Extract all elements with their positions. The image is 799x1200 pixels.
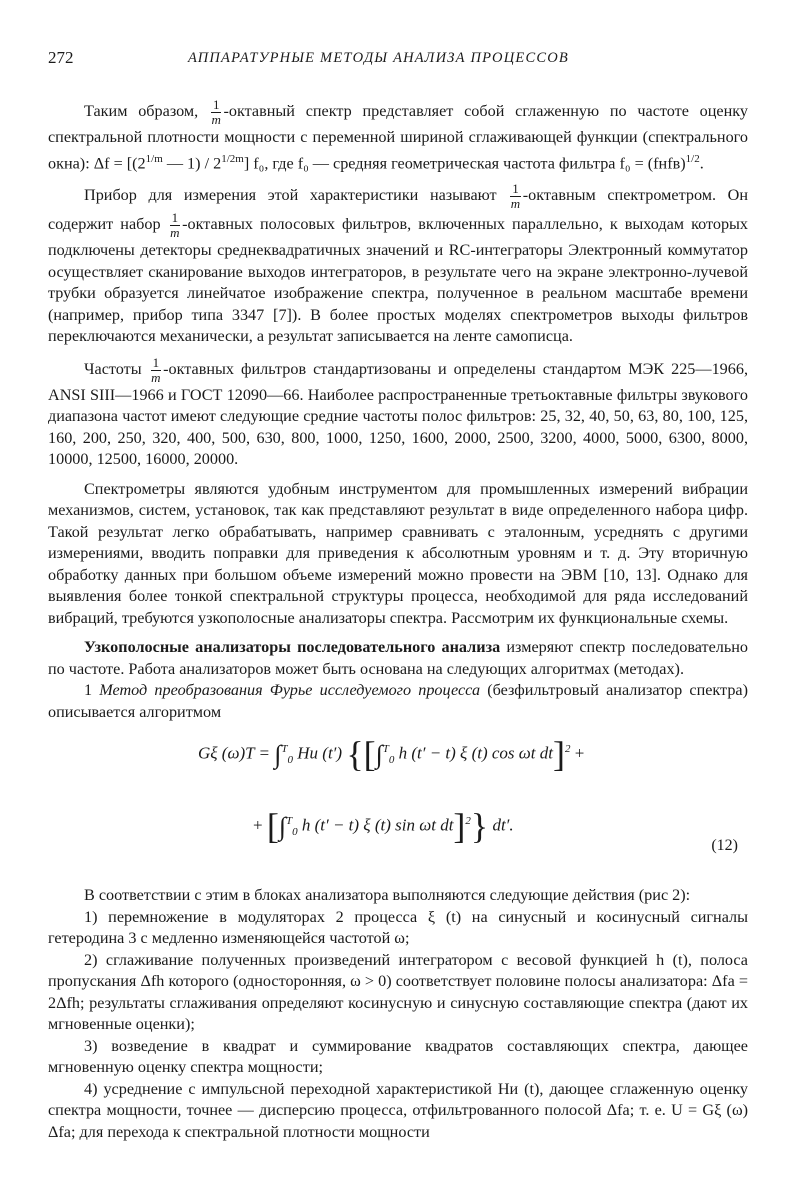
fraction-1-over-m: $\frac{1}{m}$ bbox=[151, 354, 161, 385]
page-number: 272 bbox=[48, 48, 74, 67]
fraction-1-over-m: $\frac{1}{m}$ bbox=[170, 210, 180, 241]
equation-number: (12) bbox=[711, 837, 738, 855]
paragraph-narrowband-analyzers: Узкополосные анализаторы последовательного анализа измеряют спектр последовательно по частоте. Работа анализаторов может быть основана на следующих алгоритмах (методах). bbox=[48, 638, 748, 678]
page-body bbox=[48, 98, 748, 1143]
book-page bbox=[48, 40, 748, 1143]
paragraph-fourier-method: 1 Метод преобразования Фурье исследуемого процесса (безфильтровый анализатор спектра) описывается алгоритмом bbox=[48, 681, 749, 721]
paragraph-octave-spectrum: Таким образом, $\frac{1}{m}$ -октавный спектр представляет собой сглаженную по частоте оценку спектральной плотности мощности с переменной шириной сглаживающей функции (спектрального окна): $\Delta f = [(2^{1/m}$ — $1) / 2^{1/2m}$] f₀, где f₀ — средняя геометрическая частота фильтра f₀ = (fнfв)$^{1/2}$. bbox=[48, 97, 748, 172]
list-item: 4) усреднение с импульсной переходной характеристикой Hи (t), дающее сглаженную оценку спектра мощности, точнее — дисперсию процесса, отфильтрованного полосой Δfа; т. е. U = Gξ (ω) Δfа; для перехода к спектральной плотности мощности bbox=[48, 1079, 748, 1141]
list-item: 2) сглаживание полученных произведений интегратором с весовой функцией h (t), полоса пропускания Δfh которого (односторонняя, ω > 0) соответствует половине полосы анализатора: Δfа = 2Δfh; результаты сглаживания определяют косинусную и синусную составляющие спектра (дают их мгновенные оценки); bbox=[48, 950, 748, 1034]
fraction-1-over-m: $\frac{1}{m}$ bbox=[510, 181, 521, 212]
paragraph-analyzer-actions: В соответствии с этим в блоках анализатора выполняются следующие действия (рис 2): bbox=[84, 886, 691, 905]
paragraph-standard-frequencies: Частоты $\frac{1}{m}$ -октавных фильтров стандартизованы и определены стандартом МЭК 225—1966, ANSI SIII—1966 и ГОСТ 12090—66. Наиболее распространенные третьоктавные фильтры звукового диапазона частот имеют следующие средние частоты полос фильтров: 25, 32, 40, 50, 63, 80, 100, 125, 160, 200, 250, 320, 400, 500, 630, 800, 1000, 1250, 1600, 2000, 2500, 3200, 4000, 5000, 6300, 8000, 10000, 12500, 16000, 20000. bbox=[48, 354, 749, 469]
fraction-1-over-m: $\frac{1}{m}$ bbox=[211, 97, 221, 127]
list-item: 1) перемножение в модуляторах 2 процесса ξ (t) на синусный и косинусный сигналы гетеродина 3 с медленно изменяющейся частотой ω; bbox=[48, 907, 748, 948]
paragraph-spectrometer: Прибор для измерения этой характеристики называют $\frac{1}{m}$ -октавным спектрометром. Он содержит набор $\frac{1}{m}$ -октавных полосовых фильтров, включенных параллельно, к выходам которых подключены детекторы среднеквадратичных значений и RC-интеграторы Электронный коммутатор осуществляет сканирование выходов интеграторов, в результате чего на экране электронно-лучевой трубки образуется линейчатое изображение спектра, полученное в реальном масштабе времени (например, прибор типа 3347 [7]). В более простых моделях спектрометров выходы фильтров переключаются механически, а результат записывается на ленте самописца. bbox=[48, 181, 749, 346]
equation-line-1: Gξ (ω)T = ∫$^T_0$ Hи (t′) {[∫$^T_0$ h (t′ − t) ξ (t) cos ωt dt]$^2$ + bbox=[198, 734, 585, 775]
equation-12 bbox=[48, 729, 748, 879]
equation-line-2: + [∫$^T_0$ h (t′ − t) ξ (t) sin ωt dt]$^2$} dt′. bbox=[253, 806, 514, 847]
running-head: АППАРАТУРНЫЕ МЕТОДЫ АНАЛИЗА ПРОЦЕССОВ bbox=[188, 50, 569, 66]
list-item: 3) возведение в квадрат и суммирование квадратов составляющих спектра, дающее мгновенную оценку спектра мощности; bbox=[48, 1036, 748, 1077]
paragraph-spectrometers-usage: Спектрометры являются удобным инструментом для промышленных измерений вибрации механизмов, систем, установок, так как представляют результат в виде определенного набора цифр. Такой результат легко обрабатывать, например сравнивать с эталонным, усреднять с другими измерениями, вводить поправки для приведения к абсолютным уровням и т. д. Эту вторичную обработку данных при большом объеме измерений можно провести на ЭВМ [10, 13]. Однако для выявления более тонкой спектральной структуры процесса, необходимой для ряда исследований вибраций, требуются узкополосные анализаторы спектра. Рассмотрим их функциональные схемы. bbox=[48, 479, 748, 627]
page-header bbox=[48, 40, 748, 76]
